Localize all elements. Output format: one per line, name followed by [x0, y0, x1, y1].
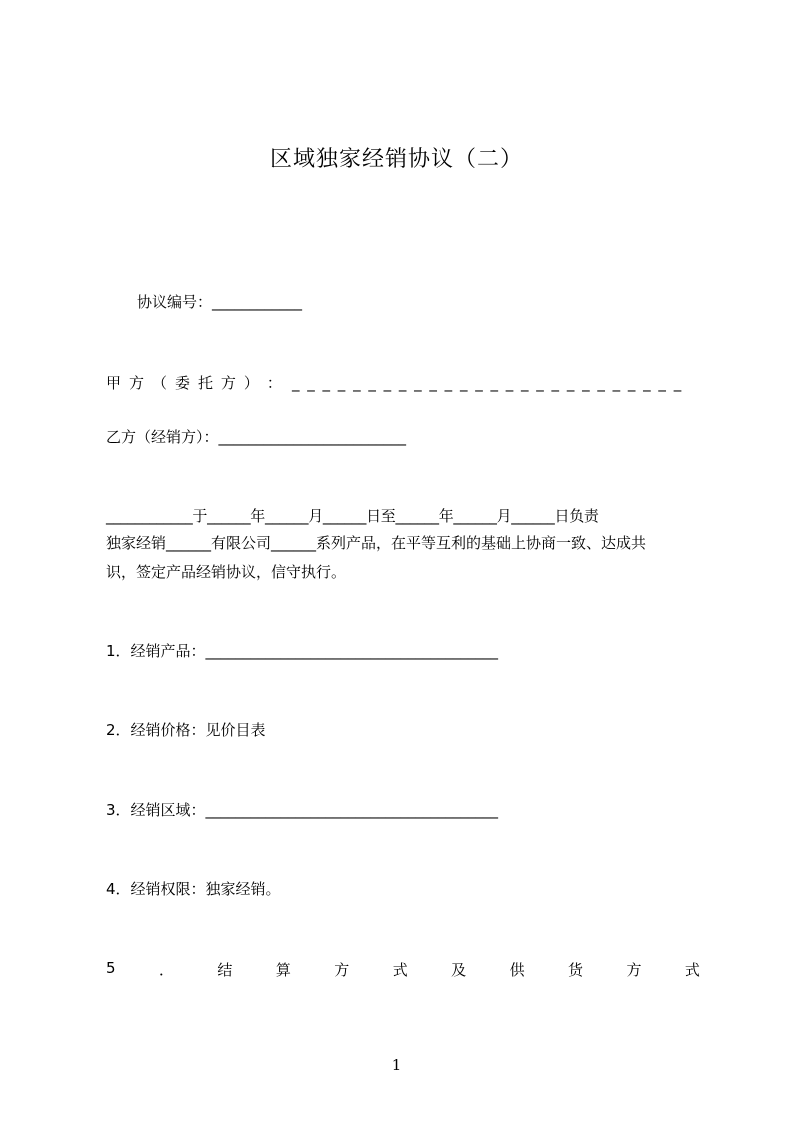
party-b-line: 乙方（经销方）：_________________________	[106, 428, 407, 446]
item-5-char: 及	[451, 961, 467, 979]
item-5-char: 结	[217, 961, 233, 979]
party-a-char: ：	[266, 374, 282, 392]
intro-line-1: ____________于______年______月______日至______年______月______日负责	[106, 507, 599, 525]
item-2-price: 2．经销价格：见价目表	[106, 721, 266, 739]
item-5-settlement	[106, 959, 700, 980]
party-a-char: 方	[128, 374, 144, 392]
item-5-char: 算	[275, 961, 291, 979]
item-5-char: 式	[684, 961, 700, 979]
agreement-number: 协议编号：____________	[137, 293, 303, 311]
page-number: 1	[391, 1056, 402, 1074]
item-1-products: 1．经销产品：_______________________________________	[106, 642, 499, 660]
item-5-char: 5	[106, 959, 116, 977]
party-a-char: 方	[220, 374, 236, 392]
intro-line-3: 识，签定产品经销协议，信守执行。	[106, 563, 347, 581]
item-3-region: 3．经销区域：_______________________________________	[106, 801, 499, 819]
party-a-char: 委	[174, 374, 190, 392]
intro-line-2: 独家经销______有限公司______系列产品，在平等互利的基础上协商一致、达成共	[106, 534, 647, 552]
party-a-label	[106, 372, 282, 393]
item-5-char: 货	[568, 961, 584, 979]
party-a-char: 托	[197, 374, 213, 392]
item-5-char: ．	[158, 961, 174, 979]
party-a-char: 甲	[106, 374, 122, 392]
party-a-char: （	[151, 374, 167, 392]
party-a-line	[106, 372, 696, 393]
item-5-char: 供	[509, 961, 525, 979]
document-title: 区域独家经销协议（二）	[269, 147, 523, 172]
item-5-char: 方	[334, 961, 350, 979]
item-5-char: 方	[626, 961, 642, 979]
party-a-char: ）	[243, 374, 259, 392]
item-5-char: 式	[392, 961, 408, 979]
party-a-blank: _ _ _ _ _ _ _ _ _ _ _ _ _ _ _ _ _ _ _ _ _ _ _ _ _ _	[292, 374, 683, 392]
item-4-rights: 4．经销权限：独家经销。	[106, 880, 281, 898]
